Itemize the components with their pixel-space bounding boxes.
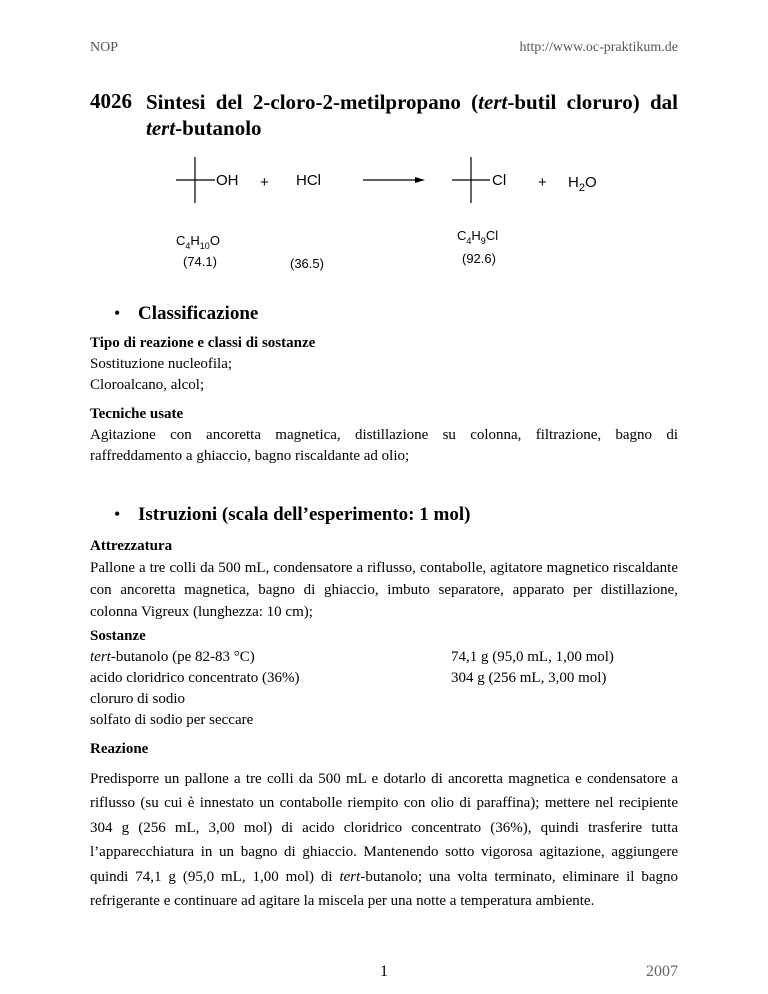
subheading-tipo: Tipo di reazione e classi di sostanze — [90, 335, 316, 351]
reaction-scheme — [90, 150, 678, 280]
sostanza-amount: 304 g (256 mL, 3,00 mol) — [451, 670, 607, 686]
section-heading-classificazione: Classificazione — [138, 303, 259, 324]
document-title: Sintesi del 2-cloro-2-metilpropano (tert-butil cloruro) dal tert-butanolo — [146, 90, 678, 140]
reazione-text: Predisporre un pallone a tre colli da 500 mL e dotarlo di ancoretta magnetica e condensatore a riflusso (su cui è innestato un contabolle riempito con olio di paraffina); mettere nel recipiente 304 g (256 mL, 3,00 mol) di acido cloridrico concentrato (36%), quindi trasferire tutta l’apparecchiatura in un bagno di ghiaccio. Mantenendo sotto vigorosa agitazione, aggiungere quindi 74,1 g (95,0 mL, 1,00 mol) di tert-butanolo; una volta terminato, eliminare il bagno refrigerante e continuare ad agitare la miscela per una notte a temperatura ambiente. — [90, 770, 678, 909]
sostanza-name: cloruro di sodio — [90, 691, 185, 707]
header-url: http://www.oc-praktikum.de — [519, 40, 678, 55]
subheading-attrezzatura: Attrezzatura — [90, 538, 173, 554]
reactant1-mass: (74.1) — [183, 254, 217, 269]
sostanza-amount: 74,1 g (95,0 mL, 1,00 mol) — [451, 649, 614, 665]
reactant2-mass: (36.5) — [290, 256, 324, 271]
tecniche-text: Agitazione con ancoretta magnetica, distillazione su colonna, filtrazione, bagno di raffreddamento a ghiaccio, bagno riscaldante ad olio; — [90, 427, 678, 464]
bullet-icon: • — [114, 504, 121, 524]
page-number: 1 — [380, 963, 388, 980]
plus-sign: + — [260, 174, 269, 191]
reactant1-group: OH — [216, 172, 239, 189]
subheading-tecniche: Tecniche usate — [90, 406, 184, 422]
reactant1-formula: $C_4H_{10}O$ — [176, 233, 220, 251]
product1-mass: (92.6) — [462, 251, 496, 266]
attrezzatura-text: Pallone a tre colli da 500 mL, condensatore a riflusso, contabolle, agitatore magnetico riscaldante con ancoretta magnetica, bagno di ghiaccio, imbuto separatore, apparato per distillazione, colonna Vigreux (lunghezza: 10 cm); — [90, 560, 678, 620]
sostanza-name: tert-butanolo (pe 82-83 °C) — [90, 649, 255, 665]
bullet-icon: • — [114, 303, 121, 323]
sostanza-name: solfato di sodio per seccare — [90, 712, 254, 728]
footer-year: 2007 — [646, 963, 678, 980]
subheading-reazione: Reazione — [90, 741, 149, 757]
sostanza-name: acido cloridrico concentrato (36%) — [90, 670, 300, 686]
document-number: 4026 — [90, 89, 132, 113]
subheading-sostanze: Sostanze — [90, 628, 146, 644]
classificazione-block — [90, 333, 678, 396]
tipo-line: Sostituzione nucleofila; — [90, 356, 233, 372]
product1-group: Cl — [492, 172, 507, 189]
plus-sign: + — [538, 174, 547, 191]
product2-label: $H_2O$ — [568, 174, 597, 194]
tipo-line: Cloroalcano, alcol; — [90, 377, 205, 393]
product1-formula: $C_4H_9Cl$ — [457, 228, 499, 246]
section-heading-istruzioni: Istruzioni (scala dell’esperimento: 1 mol) — [138, 504, 471, 525]
reactant2-label: HCl — [296, 172, 321, 189]
tecniche-block — [90, 404, 678, 467]
header-left: NOP — [90, 40, 119, 55]
reazione-block — [90, 737, 678, 914]
attrezzatura-block — [90, 535, 678, 623]
